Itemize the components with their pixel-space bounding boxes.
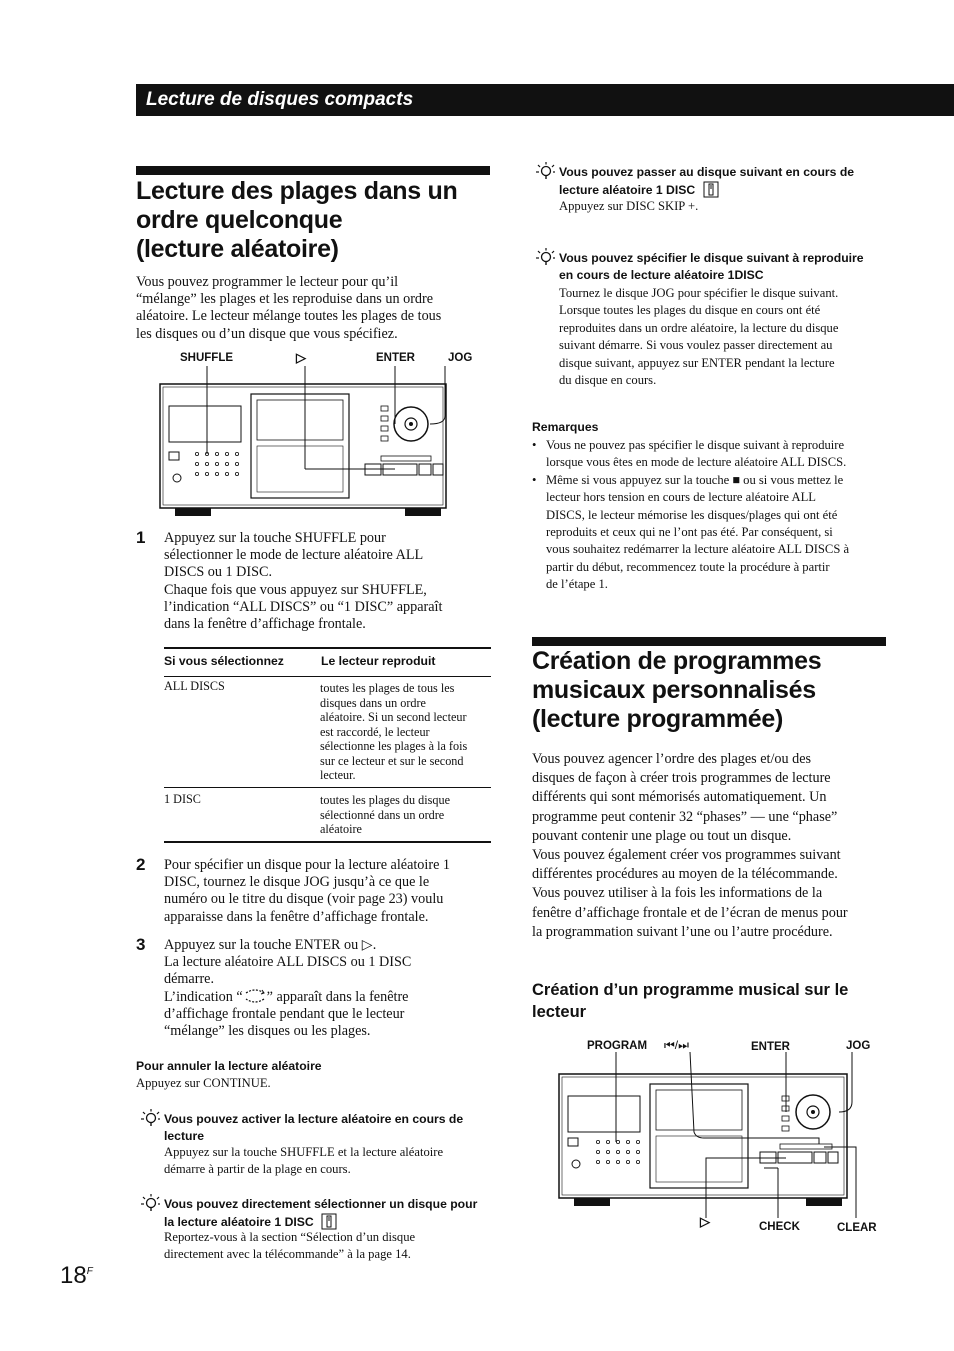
tip-4-title (559, 250, 864, 284)
label-play: ▷ (296, 350, 306, 365)
subsection-title (532, 979, 902, 1023)
page-number-value: 18 (60, 1262, 87, 1289)
text-line: La lecture aléatoire ALL DISCS ou 1 DISC (164, 954, 412, 971)
title-line: Création de programmes (532, 647, 822, 675)
text-line: Vous pouvez passer au disque suivant en cours de (559, 165, 855, 179)
tip-4-text (559, 285, 838, 389)
label-jog: JOG (448, 352, 473, 364)
cd-player-diagram-shuffle (155, 366, 455, 522)
title-line: ordre quelconque (136, 206, 343, 234)
section-title-program (532, 647, 912, 734)
title-line: musicaux personnalisés (532, 676, 816, 704)
text-line: disque suivant, appuyez sur ENTER pendant la lecture (559, 355, 835, 370)
text-line: toutes les plages du disque (320, 793, 450, 807)
page-number-suffix: F (86, 1266, 93, 1277)
label-jog: JOG (846, 1040, 871, 1052)
text-line: lorsque vous êtes en mode de lecture aléatoire ALL DISCS. (546, 455, 847, 470)
tip-3-title (559, 164, 854, 199)
tip-lightbulb-icon (140, 1193, 160, 1215)
text-line: Lorsque toutes les plages du disque en cours ont été (559, 303, 821, 318)
text-line: lecteur. (320, 768, 356, 782)
text-line: l’indication “ALL DISCS” ou “1 DISC” apparaît (164, 598, 443, 615)
text-line: vous souhaitez redémarrer la lecture aléatoire ALL DISCS à (546, 542, 850, 557)
label-enter: ENTER (376, 352, 415, 364)
shuffle-indicator-icon (243, 989, 267, 1003)
tip-lightbulb-icon (140, 1108, 160, 1130)
text-line: • Même si vous appuyez sur la touche ■ ou si vous mettez le (546, 472, 844, 487)
text-line: Appuyez sur la touche SHUFFLE et la lecture aléatoire (164, 1145, 444, 1159)
text-line: est raccordé, le lecteur (320, 724, 430, 739)
text-line: toutes les plages de tous les (320, 681, 455, 695)
text-line: en cours de lecture aléatoire 1DISC (559, 268, 764, 282)
cancel-title: Pour annuler la lecture aléatoire (136, 1059, 322, 1073)
label-check: CHECK (759, 1221, 800, 1233)
text-line: Pour spécifier un disque pour la lecture aléatoire 1 (164, 857, 451, 873)
title-line: (lecture programmée) (532, 705, 784, 733)
text-line: du disque en cours. (559, 373, 657, 388)
text-line: sélectionne les plages à la fois (320, 739, 468, 753)
section-header-bar (136, 84, 954, 116)
text-line: pouvant contenir une plage ou tout un disque. (532, 827, 792, 844)
section-rule (532, 637, 886, 646)
step-2-number: 2 (136, 855, 146, 874)
cd-player-diagram-program (554, 1052, 864, 1220)
text-line: aléatoire (320, 822, 362, 836)
text-line: Vous pouvez agencer l’ordre des plages et/ou des (532, 751, 812, 767)
text-line: disques dans un ordre (320, 695, 426, 710)
text-fragment: ” apparaît dans la fenêtre (266, 988, 409, 1005)
text-line: Appuyez sur la touche ENTER ou ▷. (164, 937, 377, 953)
label-program: PROGRAM (587, 1040, 648, 1052)
text-line: différents qui sont mémorisés automatiquement. Un (532, 789, 827, 806)
table-cell-result (320, 793, 492, 837)
table-row (164, 792, 201, 807)
section-rule (136, 166, 490, 175)
step-1-text (164, 530, 494, 633)
table-header-result: Le lecteur reproduit (321, 654, 436, 668)
remarks-title: Remarques (532, 420, 599, 434)
tip-lightbulb-icon (535, 161, 555, 183)
label-play: ▷ (700, 1214, 710, 1229)
text-line: DISCS, le lecteur mémorise les disques/plages qui ont été (546, 507, 838, 522)
program-intro (532, 750, 902, 942)
text-line: programme peut contenir 32 “phases” — une “phase” (532, 808, 838, 825)
text-line: différentes procédures au moyen de la télécommande. (532, 866, 838, 883)
text-line: disques de façon à créer trois programmes de lecture (532, 770, 831, 787)
label-enter: ENTER (751, 1041, 790, 1053)
table-rule-row (164, 787, 491, 788)
remarks-list (532, 437, 892, 594)
text-line (164, 989, 494, 1006)
step-3-number: 3 (136, 935, 146, 954)
text-line: lecteur hors tension en cours de lecture aléatoire ALL (546, 490, 816, 505)
text-line: partir du début, recommencez toute la procédure à partir (546, 559, 830, 574)
table-row (164, 679, 225, 694)
text-line: sélectionné dans un ordre (320, 807, 445, 822)
title-line: (lecture aléatoire) (136, 235, 339, 263)
table-rule-header (164, 676, 491, 677)
text-line: dans la fenêtre d’affichage frontale. (164, 616, 366, 633)
table-rule-bottom (164, 841, 491, 843)
text-line: fenêtre d’affichage frontale et de l’écran de menus pour (532, 904, 848, 921)
text-line: • Vous ne pouvez pas spécifier le disque suivant à reproduire (546, 438, 845, 452)
table-header-select: Si vous sélectionnez (164, 654, 284, 668)
tip-2-text (164, 1229, 415, 1264)
remote-control-icon (703, 181, 719, 198)
list-item (532, 472, 892, 594)
text-line: apparaisse dans la fenêtre d’affichage frontale. (164, 908, 429, 925)
remote-control-icon (321, 1213, 337, 1230)
text-line: Vous pouvez programmer le lecteur pour qu’il (136, 274, 399, 290)
tip-2-title (164, 1196, 477, 1231)
table-cell-select: 1 DISC (164, 792, 201, 806)
text-line: numéro ou le titre du disque (voir page 23) voulu (164, 891, 444, 908)
table-rule-top (164, 647, 491, 649)
table-cell-select: ALL DISCS (164, 679, 225, 693)
tip-3-text: Appuyez sur DISC SKIP +. (559, 199, 699, 213)
text-line: suivant démarre. Si vous voulez passer directement au (559, 338, 833, 353)
text-line: directement avec la télécommande” à la page 14. (164, 1247, 411, 1262)
list-item (532, 437, 892, 472)
text-line: Tournez le disque JOG pour spécifier le disque suivant. (559, 286, 839, 300)
section-header-title: Lecture de disques compacts (146, 89, 414, 110)
text-line: Vous pouvez utiliser à la fois les informations de la (532, 885, 823, 902)
text-line: lecture (164, 1129, 204, 1143)
text-line: Vous pouvez directement sélectionner un disque pour (164, 1197, 478, 1211)
text-line: d’affichage frontale pendant que le lecteur (164, 1005, 405, 1022)
text-line: Vous pouvez également créer vos programmes suivant (532, 847, 841, 864)
shuffle-intro (136, 274, 496, 343)
text-line: sélectionner le mode de lecture aléatoire ALL (164, 547, 424, 564)
text-line: Vous pouvez activer la lecture aléatoire en cours de (164, 1112, 464, 1126)
text-line: la programmation suivant l’une ou l’autre procédure. (532, 923, 833, 940)
text-line: lecteur (532, 1003, 587, 1021)
text-line: Reportez-vous à la section “Sélection d’un disque (164, 1230, 416, 1244)
text-fragment: la lecture aléatoire 1 DISC (164, 1215, 314, 1229)
text-line: de l’étape 1. (546, 577, 608, 592)
table-cell-result (320, 681, 492, 783)
text-line: sur ce lecteur et sur le second (320, 753, 464, 768)
section-title-shuffle (136, 177, 496, 264)
text-line: Création d’un programme musical sur le (532, 981, 849, 999)
text-line: reproduits et ceux qui ne l’ont pas été. Par conséquent, si (546, 525, 833, 540)
text-line: aléatoire. Le lecteur mélange toutes les plages de tous (136, 308, 442, 325)
text-line: Appuyez sur la touche SHUFFLE pour (164, 530, 386, 546)
text-line: démarre. (164, 971, 215, 988)
step-3-text (164, 937, 494, 1040)
text-fragment: lecture aléatoire 1 DISC (559, 183, 696, 197)
text-line: démarre à partir de la plage en cours. (164, 1162, 351, 1177)
text-line: aléatoire. Si un second lecteur (320, 710, 467, 724)
step-1-number: 1 (136, 528, 146, 547)
tip-lightbulb-icon (535, 247, 555, 269)
label-shuffle: SHUFFLE (180, 352, 234, 364)
text-line (559, 181, 854, 199)
cancel-text: Appuyez sur CONTINUE. (136, 1076, 271, 1090)
step-2-text (164, 857, 494, 926)
label-clear: CLEAR (837, 1222, 877, 1234)
text-line: “mélange” les disques ou les plages. (164, 1023, 371, 1040)
title-line: Lecture des plages dans un (136, 177, 458, 205)
label-skip: ⏮/⏭ (664, 1038, 689, 1052)
text-line: Vous pouvez spécifier le disque suivant à reproduire (559, 251, 864, 265)
page-number (60, 1262, 93, 1290)
text-line: “mélange” les plages et les reproduise dans un ordre (136, 291, 434, 308)
text-line: Chaque fois que vous appuyez sur SHUFFLE, (164, 581, 427, 598)
text-line: reproduites dans un ordre aléatoire, la lecture du disque (559, 320, 839, 335)
tip-1-title (164, 1111, 463, 1145)
text-line: DISC, tournez le disque JOG jusqu’à ce que le (164, 874, 430, 891)
tip-1-text (164, 1144, 443, 1179)
text-line: DISCS ou 1 DISC. (164, 564, 273, 581)
text-fragment: L’indication “ (164, 988, 243, 1005)
text-line: les disques ou d’un disque que vous spécifiez. (136, 325, 398, 342)
